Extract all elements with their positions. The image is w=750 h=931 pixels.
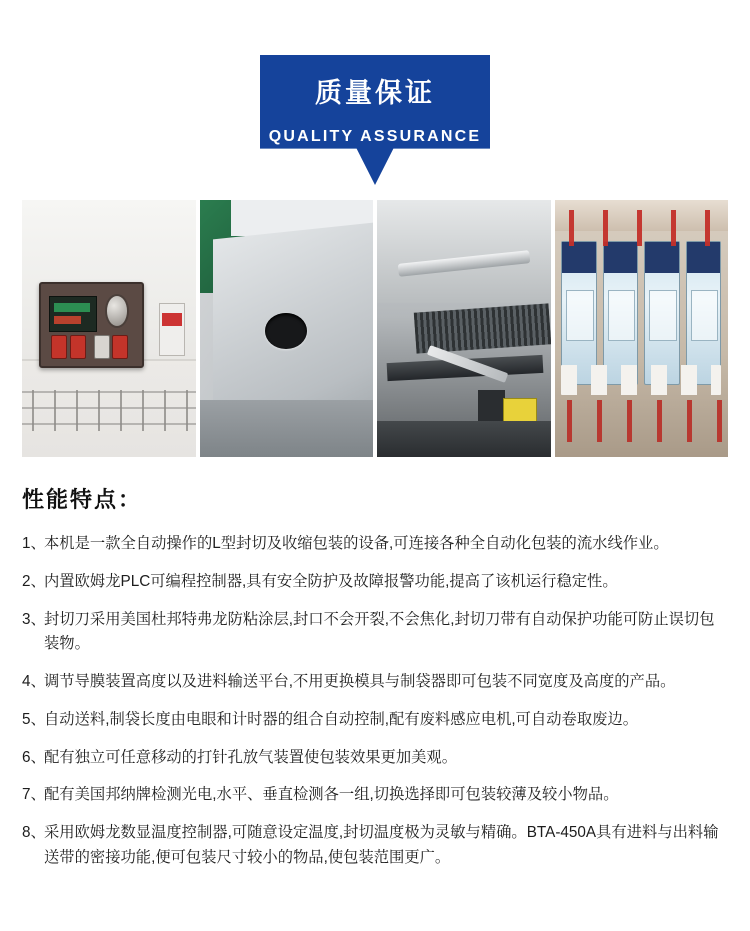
feature-text: 配有美国邦纳牌检测光电,水平、垂直检测各一组,切换选择即可包装较薄及较小物品。 <box>44 786 619 804</box>
machine-base-frame <box>377 421 551 457</box>
feature-number: 7、 <box>22 786 46 804</box>
quality-banner-section <box>0 0 750 200</box>
features-heading: 性能特点： <box>22 487 143 512</box>
feature-number: 4、 <box>22 673 46 691</box>
feature-item <box>22 570 728 595</box>
panel-lower-edge <box>200 400 374 457</box>
mounting-block <box>478 390 506 421</box>
feature-item <box>22 532 728 557</box>
banner-title-en: QUALITY ASSURANCE <box>268 128 482 146</box>
control-panel-photo <box>22 200 196 457</box>
feature-text: 自动送料,制袋长度由电眼和计时器的组合自动控制,配有废料感应电机,可自动卷取废边。 <box>44 710 639 728</box>
feature-item <box>22 821 728 871</box>
display-red-digits <box>54 316 81 324</box>
feature-number: 3、 <box>22 610 46 628</box>
feature-text: 调节导膜装置高度以及进料输送平台,不用更换模具与制袋器即可包装不同宽度及高度的产品。 <box>44 673 676 691</box>
machine-corner-photo <box>200 200 374 457</box>
banner-title-cn: 质量保证 <box>315 78 435 108</box>
feature-item <box>22 746 728 771</box>
relay-row <box>561 241 721 385</box>
emergency-switch-box <box>159 303 185 356</box>
panel-button-3 <box>94 335 110 358</box>
banner-text-group <box>260 55 490 146</box>
rotary-knob <box>105 294 129 328</box>
panel-button-4 <box>112 335 128 358</box>
product-photo-strip <box>0 200 750 457</box>
feature-item <box>22 783 728 808</box>
wire-labels <box>561 365 721 396</box>
feature-text: 采用欧姆龙数显温度控制器,可随意设定温度,封切温度极为灵敏与精确。BTA-450A具有进料与出料输送带的密接功能,便可包装尺寸较小的物品,使包装范围更广。 <box>44 824 719 866</box>
temperature-display-screen <box>49 296 96 333</box>
feature-item <box>22 670 728 695</box>
red-wires-top <box>555 210 729 246</box>
relay-module <box>644 241 679 385</box>
control-panel-face <box>39 282 144 368</box>
feature-number: 6、 <box>22 748 46 766</box>
feature-text: 内置欧姆龙PLC可编程控制器,具有安全防护及故障报警功能,提高了该机运行稳定性。 <box>44 572 618 590</box>
features-list <box>22 532 728 871</box>
panel-button-1 <box>51 335 67 358</box>
relay-module <box>686 241 721 385</box>
relay-terminal-photo <box>555 200 729 457</box>
features-section <box>0 457 750 871</box>
feature-text: 配有独立可任意移动的打针孔放气装置使包装效果更加美观。 <box>44 748 458 766</box>
feature-number: 8、 <box>22 824 46 842</box>
sealing-blade-photo <box>377 200 551 457</box>
feature-item <box>22 708 728 733</box>
feature-item <box>22 608 728 658</box>
cable-pass-through-hole <box>265 313 307 349</box>
panel-button-2 <box>70 335 86 358</box>
feature-number: 1、 <box>22 535 46 552</box>
feature-text: 本机是一款全自动操作的L型封切及收缩包装的设备,可连接各种全自动化包装的流水线作业。 <box>44 535 669 552</box>
display-green-digits <box>54 303 90 312</box>
feature-text: 封切刀采用美国杜邦特弗龙防粘涂层,封口不会开裂,不会焦化,封切刀带有自动保护功能可防止误切包装物。 <box>44 610 715 653</box>
relay-module <box>561 241 596 385</box>
feature-number: 2、 <box>22 572 46 590</box>
relay-module <box>603 241 638 385</box>
red-wires-bottom <box>555 400 729 441</box>
feature-number: 5、 <box>22 710 46 728</box>
perforated-panel-holes-vertical <box>22 390 196 431</box>
quality-banner <box>260 55 490 185</box>
